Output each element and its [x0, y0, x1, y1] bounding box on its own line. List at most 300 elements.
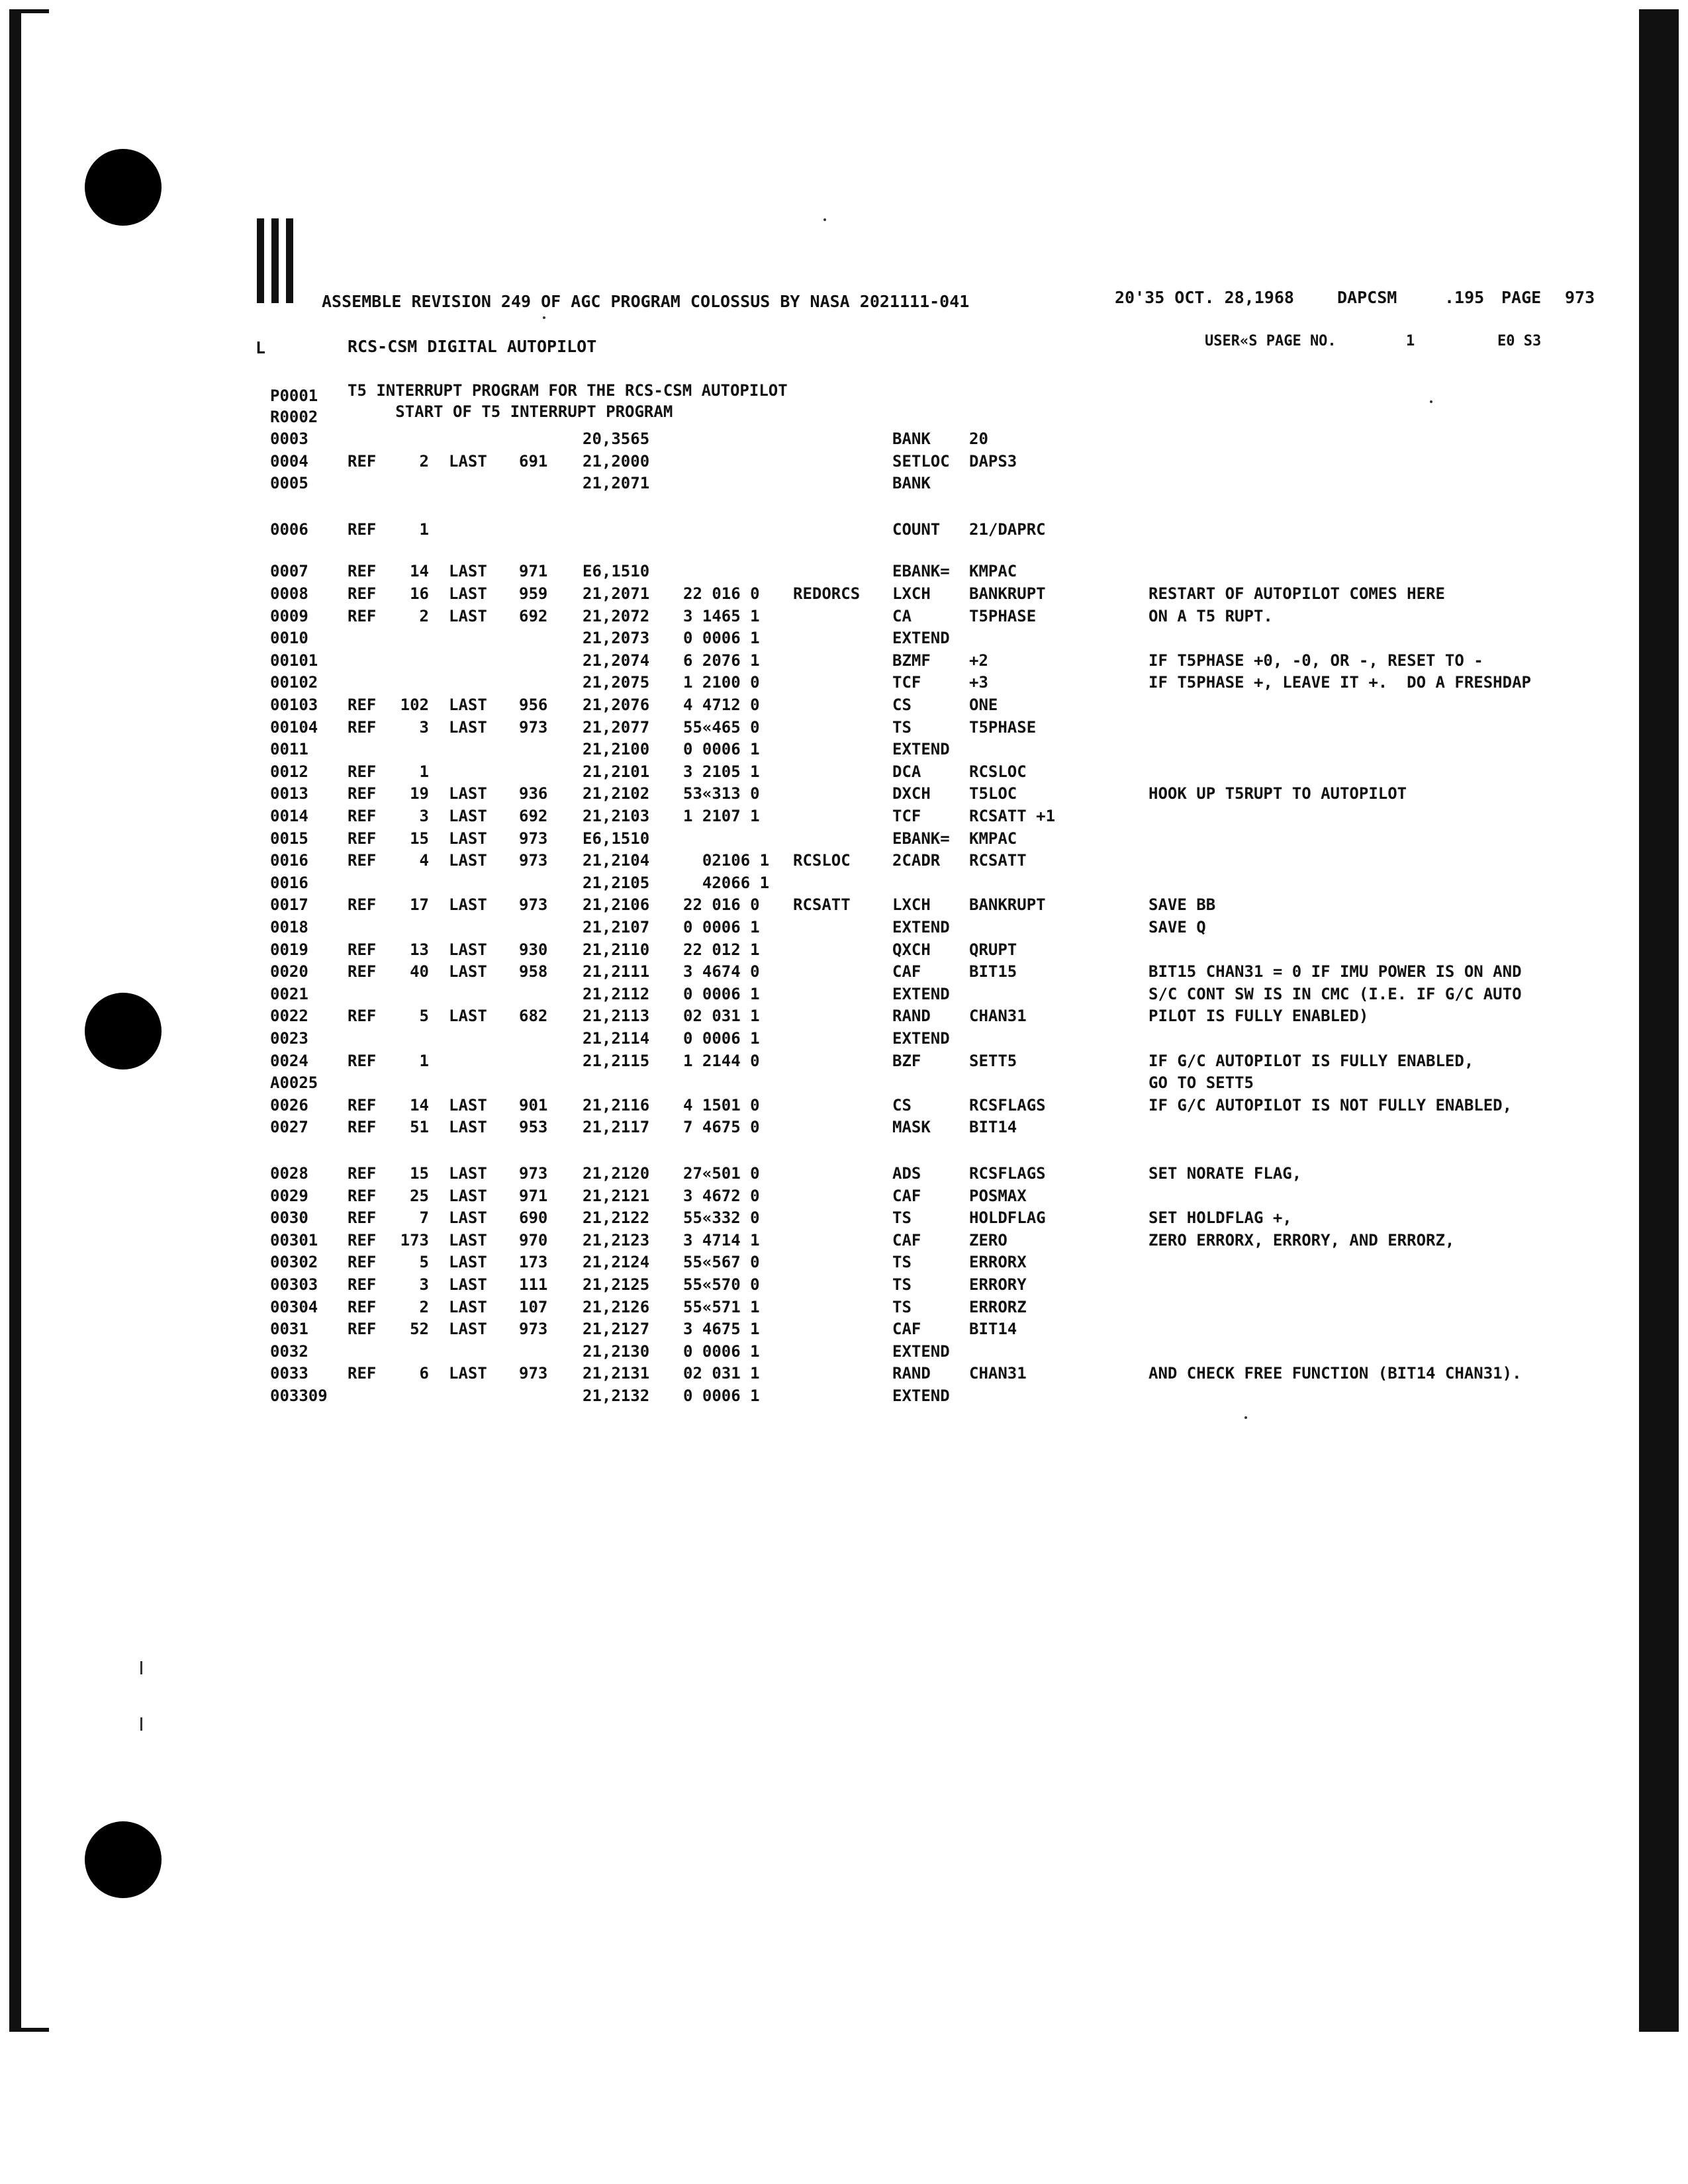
last-page: 692 — [519, 807, 548, 825]
listing-row — [0, 651, 1589, 673]
address: 20,3565 — [583, 430, 650, 448]
listing-row — [0, 784, 1589, 806]
ref-label: REF — [348, 1007, 377, 1025]
octal-code: 0 0006 1 — [683, 985, 760, 1003]
address: 21,2076 — [583, 696, 650, 714]
address: 21,2130 — [583, 1342, 650, 1361]
line-number: 00101 — [270, 651, 318, 670]
ref-count: 16 — [410, 584, 429, 603]
ref-count: 25 — [410, 1187, 429, 1205]
ref-label: REF — [348, 1187, 377, 1205]
address: 21,2113 — [583, 1007, 650, 1025]
address: 21,2071 — [583, 584, 650, 603]
octal-code: 3 1465 1 — [683, 607, 760, 625]
comment: BIT15 CHAN31 = 0 IF IMU POWER IS ON AND — [1149, 962, 1522, 981]
listing-marker: L — [256, 338, 266, 357]
last-label: LAST — [449, 895, 487, 914]
ref-count: 2 — [419, 1298, 429, 1316]
last-page: 973 — [519, 829, 548, 848]
assembly-title: ASSEMBLE REVISION 249 OF AGC PROGRAM COLOSSUS BY NASA 2021111-041 — [322, 292, 970, 311]
comment: IF T5PHASE +, LEAVE IT +. DO A FRESHDAP — [1149, 673, 1531, 692]
last-page: 107 — [519, 1298, 548, 1316]
line-number: 0022 — [270, 1007, 308, 1025]
operand: BANKRUPT — [969, 584, 1046, 603]
listing-row — [0, 850, 1589, 873]
operand: T5PHASE — [969, 718, 1037, 737]
ref-label: REF — [348, 520, 377, 539]
operand: QRUPT — [969, 940, 1017, 959]
listing-row — [0, 1342, 1589, 1364]
line-number: 0021 — [270, 985, 308, 1003]
last-page: 973 — [519, 1320, 548, 1338]
ref-label: REF — [348, 807, 377, 825]
opcode: DCA — [892, 762, 921, 781]
octal-code: 3 4675 1 — [683, 1320, 760, 1338]
operand: HOLDFLAG — [969, 1208, 1046, 1227]
last-page: 936 — [519, 784, 548, 803]
operand: ERRORZ — [969, 1298, 1027, 1316]
speck — [1430, 400, 1432, 403]
line-number: 0020 — [270, 962, 308, 981]
speck — [543, 316, 545, 319]
opcode: BZF — [892, 1052, 921, 1070]
line-number: 00102 — [270, 673, 318, 692]
address: 21,2115 — [583, 1052, 650, 1070]
comment: SAVE Q — [1149, 918, 1206, 936]
line-number: 0017 — [270, 895, 308, 914]
comment-line: START OF T5 INTERRUPT PROGRAM — [348, 402, 673, 421]
octal-code: 0 0006 1 — [683, 1029, 760, 1048]
octal-code: 22 016 0 — [683, 584, 760, 603]
opcode: EXTEND — [892, 1387, 950, 1405]
opcode: LXCH — [892, 584, 931, 603]
octal-code: 3 4672 0 — [683, 1187, 760, 1205]
opcode: CAF — [892, 1231, 921, 1250]
operand: BIT14 — [969, 1320, 1017, 1338]
page-label: PAGE — [1501, 288, 1542, 307]
line-number: A0025 — [270, 1073, 318, 1092]
last-label: LAST — [449, 584, 487, 603]
listing-row — [0, 628, 1589, 651]
last-page: 973 — [519, 1364, 548, 1383]
opcode: CAF — [892, 1320, 921, 1338]
operand: 21/DAPRC — [969, 520, 1046, 539]
comment: IF T5PHASE +0, -0, OR -, RESET TO - — [1149, 651, 1483, 670]
opcode: EXTEND — [892, 1029, 950, 1048]
last-label: LAST — [449, 718, 487, 737]
listing-row — [0, 1095, 1589, 1118]
operand: RCSFLAGS — [969, 1164, 1046, 1183]
last-label: LAST — [449, 1118, 487, 1136]
address: 21,2105 — [583, 874, 650, 892]
line-number: 00104 — [270, 718, 318, 737]
ref-label: REF — [348, 962, 377, 981]
line-number: 0009 — [270, 607, 308, 625]
last-label: LAST — [449, 962, 487, 981]
ref-label: REF — [348, 1164, 377, 1183]
opcode: EXTEND — [892, 629, 950, 647]
opcode: EXTEND — [892, 1342, 950, 1361]
listing-row — [0, 739, 1589, 762]
opcode: TS — [892, 1253, 912, 1271]
opcode: COUNT — [892, 520, 941, 539]
line-number: 0023 — [270, 1029, 308, 1048]
opcode: EXTEND — [892, 985, 950, 1003]
octal-code: 0 0006 1 — [683, 629, 760, 647]
last-label: LAST — [449, 784, 487, 803]
address: 21,2123 — [583, 1231, 650, 1250]
last-page: 692 — [519, 607, 548, 625]
octal-code: 02106 1 — [683, 851, 770, 870]
line-number: 00301 — [270, 1231, 318, 1250]
address: 21,2127 — [583, 1320, 650, 1338]
ref-count: 3 — [419, 807, 429, 825]
user-page-number: 1 — [1406, 333, 1415, 349]
line-number: 0003 — [270, 430, 308, 448]
ref-label: REF — [348, 1231, 377, 1250]
last-page: 956 — [519, 696, 548, 714]
comment: IF G/C AUTOPILOT IS NOT FULLY ENABLED, — [1149, 1096, 1513, 1115]
ref-count: 4 — [419, 851, 429, 870]
listing-row — [0, 606, 1589, 629]
operand: +3 — [969, 673, 988, 692]
listing-row — [0, 895, 1589, 917]
speck — [140, 1717, 142, 1731]
octal-code: 0 0006 1 — [683, 1387, 760, 1405]
ref-label: REF — [348, 829, 377, 848]
opcode: TS — [892, 1298, 912, 1316]
octal-code: 53«313 0 — [683, 784, 760, 803]
opcode: EXTEND — [892, 740, 950, 758]
line-number: R0002 — [270, 408, 318, 426]
address: 21,2131 — [583, 1364, 650, 1383]
last-label: LAST — [449, 1364, 487, 1383]
listing-row — [0, 962, 1589, 984]
last-label: LAST — [449, 1208, 487, 1227]
octal-code: 3 4674 0 — [683, 962, 760, 981]
ref-label: REF — [348, 718, 377, 737]
operand: SETT5 — [969, 1052, 1017, 1070]
opcode: EBANK= — [892, 829, 950, 848]
address: 21,2106 — [583, 895, 650, 914]
last-label: LAST — [449, 829, 487, 848]
line-number: 0028 — [270, 1164, 308, 1183]
opcode: DXCH — [892, 784, 931, 803]
ref-count: 7 — [419, 1208, 429, 1227]
address: 21,2107 — [583, 918, 650, 936]
last-label: LAST — [449, 696, 487, 714]
last-page: 691 — [519, 452, 548, 471]
ref-label: REF — [348, 1096, 377, 1115]
line-number: 0019 — [270, 940, 308, 959]
ref-label: REF — [348, 940, 377, 959]
listing-row — [0, 1163, 1589, 1186]
address: E6,1510 — [583, 829, 650, 848]
line-number: 00302 — [270, 1253, 318, 1271]
operand: KMPAC — [969, 562, 1017, 580]
opcode: CS — [892, 1096, 912, 1115]
last-page: 682 — [519, 1007, 548, 1025]
ref-label: REF — [348, 1364, 377, 1383]
operand: CHAN31 — [969, 1364, 1027, 1383]
operand: ZERO — [969, 1231, 1008, 1250]
opcode: BANK — [892, 430, 931, 448]
listing-row — [0, 1297, 1589, 1320]
address: 21,2111 — [583, 962, 650, 981]
last-label: LAST — [449, 1096, 487, 1115]
listing-row — [0, 473, 1589, 496]
ref-count: 13 — [410, 940, 429, 959]
listing-row — [0, 984, 1589, 1007]
page-right-bar — [1639, 9, 1679, 2032]
listing-row — [0, 1208, 1589, 1230]
line-number: 0012 — [270, 762, 308, 781]
address: 21,2120 — [583, 1164, 650, 1183]
listing-row — [0, 717, 1589, 740]
listing-row — [0, 1117, 1589, 1140]
punch-hole-bottom — [85, 1821, 162, 1898]
last-page: 970 — [519, 1231, 548, 1250]
revision-number: .195 — [1444, 288, 1485, 307]
octal-code: 02 031 1 — [683, 1364, 760, 1383]
last-page: 973 — [519, 1164, 548, 1183]
opcode: QXCH — [892, 940, 931, 959]
listing-row — [0, 1230, 1589, 1253]
operand: ONE — [969, 696, 998, 714]
octal-code: 55«332 0 — [683, 1208, 760, 1227]
opcode: TS — [892, 718, 912, 737]
ref-label: REF — [348, 607, 377, 625]
symbol-label: RCSATT — [793, 895, 851, 914]
address: 21,2117 — [583, 1118, 650, 1136]
ref-count: 51 — [410, 1118, 429, 1136]
line-number: 0016 — [270, 851, 308, 870]
octal-code: 3 4714 1 — [683, 1231, 760, 1250]
binder-mark — [257, 218, 297, 303]
address: 21,2121 — [583, 1187, 650, 1205]
opcode: LXCH — [892, 895, 931, 914]
line-number: 0006 — [270, 520, 308, 539]
opcode: CS — [892, 696, 912, 714]
octal-code: 3 2105 1 — [683, 762, 760, 781]
operand: RCSFLAGS — [969, 1096, 1046, 1115]
ref-label: REF — [348, 1253, 377, 1271]
ref-count: 15 — [410, 1164, 429, 1183]
opcode: CAF — [892, 962, 921, 981]
listing-row — [0, 1252, 1589, 1275]
line-number: 0033 — [270, 1364, 308, 1383]
last-page: 173 — [519, 1253, 548, 1271]
opcode: TS — [892, 1208, 912, 1227]
log-name: DAPCSM — [1337, 288, 1397, 307]
listing-row — [0, 873, 1589, 895]
comment: RESTART OF AUTOPILOT COMES HERE — [1149, 584, 1445, 603]
last-page: 959 — [519, 584, 548, 603]
octal-code: 0 0006 1 — [683, 740, 760, 758]
operand: RCSATT +1 — [969, 807, 1056, 825]
ref-count: 1 — [419, 762, 429, 781]
speck — [140, 1661, 142, 1674]
opcode: 2CADR — [892, 851, 941, 870]
opcode: TCF — [892, 673, 921, 692]
opcode: ADS — [892, 1164, 921, 1183]
opcode: RAND — [892, 1364, 931, 1383]
ref-count: 15 — [410, 829, 429, 848]
ref-count: 1 — [419, 520, 429, 539]
page-number: 973 — [1565, 288, 1595, 307]
ref-label: REF — [348, 1052, 377, 1070]
address: 21,2074 — [583, 651, 650, 670]
listing-row — [0, 1319, 1589, 1342]
comment: HOOK UP T5RUPT TO AUTOPILOT — [1149, 784, 1407, 803]
last-label: LAST — [449, 1164, 487, 1183]
comment: PILOT IS FULLY ENABLED) — [1149, 1007, 1369, 1025]
operand: ERRORY — [969, 1275, 1027, 1294]
last-label: LAST — [449, 1320, 487, 1338]
last-label: LAST — [449, 940, 487, 959]
ref-count: 102 — [400, 696, 429, 714]
opcode: RAND — [892, 1007, 931, 1025]
line-number: 0015 — [270, 829, 308, 848]
ref-count: 2 — [419, 452, 429, 471]
line-number: 00103 — [270, 696, 318, 714]
line-number: 0018 — [270, 918, 308, 936]
ref-label: REF — [348, 1118, 377, 1136]
comment: SET HOLDFLAG +, — [1149, 1208, 1292, 1227]
octal-code: 42066 1 — [683, 874, 770, 892]
address: 21,2122 — [583, 1208, 650, 1227]
operand: +2 — [969, 651, 988, 670]
octal-code: 7 4675 0 — [683, 1118, 760, 1136]
address: 21,2100 — [583, 740, 650, 758]
ref-label: REF — [348, 1275, 377, 1294]
octal-code: 4 1501 0 — [683, 1096, 760, 1115]
opcode: EXTEND — [892, 918, 950, 936]
ref-count: 1 — [419, 1052, 429, 1070]
last-label: LAST — [449, 1231, 487, 1250]
operand: DAPS3 — [969, 452, 1017, 471]
line-number: 003309 — [270, 1387, 328, 1405]
ref-label: REF — [348, 784, 377, 803]
opcode: SETLOC — [892, 452, 950, 471]
line-number: 0011 — [270, 740, 308, 758]
listing-row — [0, 1386, 1589, 1408]
comment-line: T5 INTERRUPT PROGRAM FOR THE RCS-CSM AUTOPILOT — [348, 381, 788, 400]
last-page: 690 — [519, 1208, 548, 1227]
address: 21,2075 — [583, 673, 650, 692]
listing-row — [0, 672, 1589, 695]
line-number: 0007 — [270, 562, 308, 580]
last-label: LAST — [449, 452, 487, 471]
section-title: RCS-CSM DIGITAL AUTOPILOT — [348, 337, 597, 356]
address: 21,2103 — [583, 807, 650, 825]
line-number: 0010 — [270, 629, 308, 647]
last-page: 973 — [519, 718, 548, 737]
ref-count: 5 — [419, 1007, 429, 1025]
address: 21,2125 — [583, 1275, 650, 1294]
address: 21,2071 — [583, 474, 650, 492]
operand: KMPAC — [969, 829, 1017, 848]
speck — [1244, 1416, 1247, 1419]
ref-label: REF — [348, 452, 377, 471]
address: 21,2077 — [583, 718, 650, 737]
operand: BIT14 — [969, 1118, 1017, 1136]
last-page: 971 — [519, 562, 548, 580]
ref-label: REF — [348, 562, 377, 580]
last-page: 953 — [519, 1118, 548, 1136]
listing-row — [0, 429, 1589, 451]
octal-code: 1 2144 0 — [683, 1052, 760, 1070]
listing-row — [0, 451, 1589, 474]
opcode: MASK — [892, 1118, 931, 1136]
octal-code: 27«501 0 — [683, 1164, 760, 1183]
address: 21,2073 — [583, 629, 650, 647]
ref-label: REF — [348, 1298, 377, 1316]
assembly-datetime: 20'35 OCT. 28,1968 — [1115, 288, 1294, 307]
operand: RCSLOC — [969, 762, 1027, 781]
ref-label: REF — [348, 1208, 377, 1227]
ref-label: REF — [348, 762, 377, 781]
comment: ZERO ERRORX, ERRORY, AND ERRORZ, — [1149, 1231, 1455, 1250]
ref-count: 19 — [410, 784, 429, 803]
last-label: LAST — [449, 1007, 487, 1025]
ref-label: REF — [348, 1320, 377, 1338]
address: 21,2132 — [583, 1387, 650, 1405]
ref-count: 6 — [419, 1364, 429, 1383]
octal-code: 0 0006 1 — [683, 918, 760, 936]
comment: GO TO SETT5 — [1149, 1073, 1254, 1092]
last-label: LAST — [449, 851, 487, 870]
octal-code: 55«465 0 — [683, 718, 760, 737]
address: 21,2124 — [583, 1253, 650, 1271]
ref-count: 173 — [400, 1231, 429, 1250]
line-number: 0004 — [270, 452, 308, 471]
line-number: 0029 — [270, 1187, 308, 1205]
ref-label: REF — [348, 584, 377, 603]
comment: AND CHECK FREE FUNCTION (BIT14 CHAN31). — [1149, 1364, 1522, 1383]
listing-row — [0, 695, 1589, 717]
ref-count: 3 — [419, 1275, 429, 1294]
listing-row — [0, 1275, 1589, 1297]
user-page-label: USER«S PAGE NO. — [1205, 333, 1336, 349]
listing-row — [0, 917, 1589, 940]
operand: BANKRUPT — [969, 895, 1046, 914]
comment: ON A T5 RUPT. — [1149, 607, 1273, 625]
last-page: 973 — [519, 895, 548, 914]
opcode: CA — [892, 607, 912, 625]
address: 21,2104 — [583, 851, 650, 870]
opcode: TS — [892, 1275, 912, 1294]
line-number: 0031 — [270, 1320, 308, 1338]
operand: POSMAX — [969, 1187, 1027, 1205]
address: 21,2116 — [583, 1096, 650, 1115]
ref-label: REF — [348, 895, 377, 914]
last-page: 930 — [519, 940, 548, 959]
ref-label: REF — [348, 696, 377, 714]
address: 21,2000 — [583, 452, 650, 471]
address: 21,2072 — [583, 607, 650, 625]
line-number: 0005 — [270, 474, 308, 492]
opcode: CAF — [892, 1187, 921, 1205]
last-page: 958 — [519, 962, 548, 981]
listing-row — [0, 940, 1589, 962]
listing-row — [0, 561, 1589, 584]
address: 21,2110 — [583, 940, 650, 959]
address: E6,1510 — [583, 562, 650, 580]
octal-code: 4 4712 0 — [683, 696, 760, 714]
ref-count: 40 — [410, 962, 429, 981]
octal-code: 22 012 1 — [683, 940, 760, 959]
